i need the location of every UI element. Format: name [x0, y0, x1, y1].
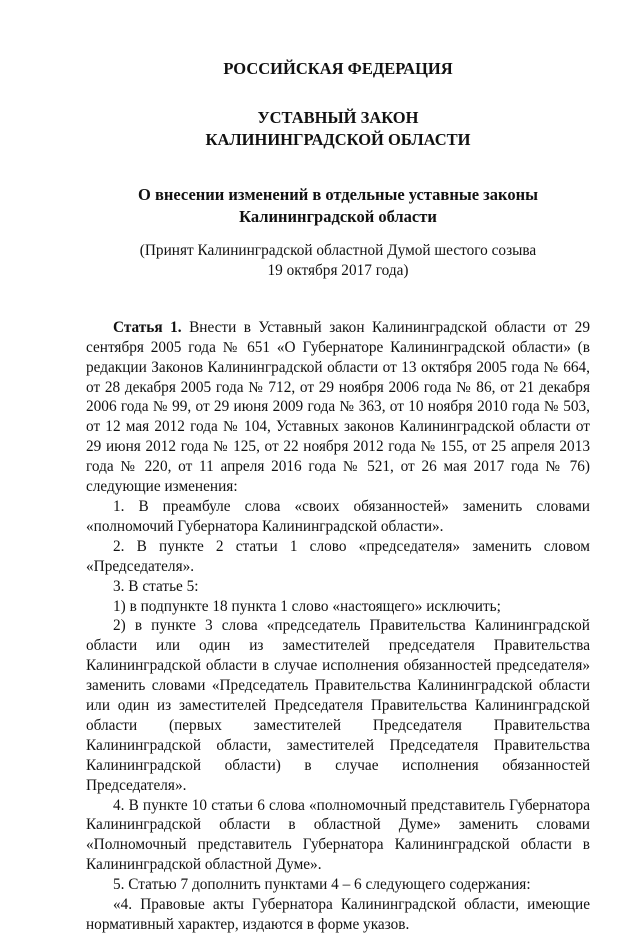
adoption-note-line1: (Принят Калининградской областной Думой шестого созыва [139, 242, 537, 259]
item-3-paragraph: 3. В статье 5: [113, 577, 199, 595]
adoption-note-line2: 19 октября 2017 года) [267, 261, 409, 279]
item-1-paragraph: 1. В преамбуле слова «своих обязанностей» заменить словами «полномочий Губернатора Калининградской области». [86, 497, 590, 535]
item-3-2-paragraph: 2) в пункте 3 слова «председатель Правительства Калининградской области или один из заместителей председателя Правительства Калининградской области в случае исполнения обязанностей председателя» заменить словами «Председатель Правительства Калининградской области или один из заместителей Председателя Правительства Калининградской области (первых заместителей Председателя Правительства Калининградской области, заместителей Председателя Правительства Калининградской области) в случае исполнения обязанностей Председателя». [86, 617, 590, 794]
article-1-label: Статья 1. [113, 318, 182, 336]
article-1-paragraph [86, 318, 590, 497]
item-5-quote-paragraph: «4. Правовые акты Губернатора Калининградской области, имеющие нормативный характер, издаются в форме указов. [86, 896, 590, 933]
country-heading: РОССИЙСКАЯ ФЕДЕРАЦИЯ [223, 59, 453, 78]
article-1-text: Внести в Уставный закон Калининградской области от 29 сентября 2005 года № 651 «О Губернаторе Калининградской области» (в редакции Законов Калининградской области от 13 октября 2005 года № 664, от 28 декабря 2005 года № 712, от 29 ноября 2006 года № 86, от 21 декабря 2006 года № 99, от 29 июня 2009 года № 363, от 10 ноября 2010 года № 503, от 12 мая 2012 года № 104, Уставных законов Калининградской области от 29 июня 2012 года № 125, от 22 ноября 2012 года № 155, от 25 апреля 2013 года № 220, от 11 апреля 2016 года № 521, от 26 мая 2017 года № 76) следующие изменения: [86, 318, 590, 496]
law-title-line2: Калининградской области [239, 207, 437, 226]
item-4-paragraph: 4. В пункте 10 статьи 6 слова «полномочный представитель Губернатора Калининградской области в областной Думе» заменить словами «Полномочный представитель Губернатора Калининградской области в Калининградской областной Думе». [86, 796, 590, 874]
item-3-1-paragraph: 1) в подпункте 18 пункта 1 слово «настоящего» исключить; [113, 597, 501, 615]
item-5-paragraph: 5. Статью 7 дополнить пунктами 4 – 6 следующего содержания: [113, 876, 531, 894]
law-type-heading-line2: КАЛИНИНГРАДСКОЙ ОБЛАСТИ [205, 130, 471, 149]
item-2-paragraph: 2. В пункте 2 статьи 1 слово «председателя» заменить словом «Председателя». [86, 537, 590, 575]
law-title-line1: О внесении изменений в отдельные уставные законы [138, 185, 538, 204]
law-type-heading-line1: УСТАВНЫЙ ЗАКОН [257, 108, 419, 127]
